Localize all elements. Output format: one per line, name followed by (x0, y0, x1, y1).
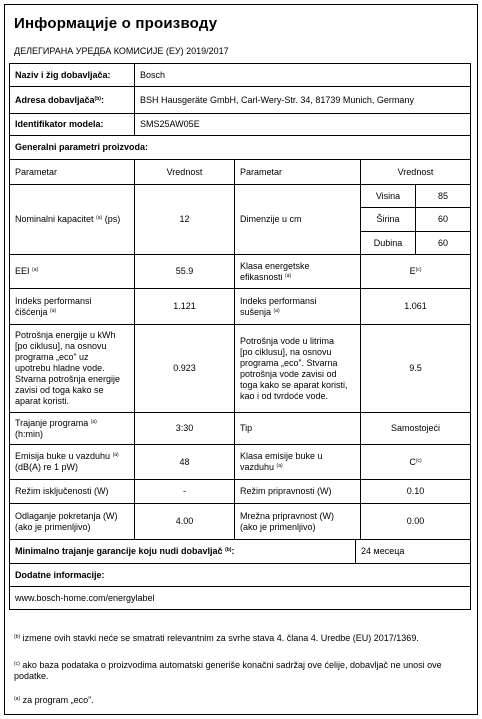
water-consumption-line: potrošnja vode zavisi od (240, 368, 337, 379)
footnote-a-ref: (a) (90, 418, 97, 425)
eei-text: EEI (15, 266, 30, 276)
rated-capacity-text: Nominalni kapacitet (15, 214, 94, 224)
additional-information-heading: Dodatne informacije: (9, 563, 471, 587)
cleaning-index-line1: Indeks performansi (15, 295, 92, 306)
programme-duration-line1: Trajanje programa (15, 417, 89, 428)
energy-consumption-line: Stvarna potrošnja energije (15, 374, 121, 384)
rated-capacity-unit: (ps) (104, 214, 121, 224)
water-consumption-line: programa „eco”. Stvarna (240, 357, 338, 368)
footnote-a-text: za program „eco”. (20, 695, 94, 705)
footnote-a-ref: (a) (50, 307, 57, 314)
programme-duration-value: 3:30 (134, 412, 235, 445)
supplier-address-colon: : (100, 94, 104, 105)
networked-standby-line1: Mrežna pripravnost (W) (240, 510, 335, 521)
footnote-c (14, 660, 474, 682)
supplier-name-label: Naziv i žig dobavljača: (9, 63, 135, 87)
footnote-c-ref: (c) (415, 267, 422, 273)
width-value: 60 (415, 207, 471, 232)
footnote-a-ref: (a) (273, 307, 280, 314)
footnote-c-text: ako baza podataka o proizvodima automatski generiše konačni sadržaj ove ćelije, dobavljač ne unosi ove podatke. (14, 660, 442, 681)
delay-start-value: 4.00 (134, 503, 235, 540)
noise-class-line2: vazduhu (240, 462, 275, 472)
height-value: 85 (415, 184, 471, 208)
energy-class-value (360, 254, 471, 289)
rated-capacity-value: 12 (134, 184, 235, 255)
page-title: Информације о производу (14, 15, 218, 32)
type-value: Samostojeći (360, 412, 471, 445)
airborne-noise-line2: (dB(A) re 1 pW) (15, 462, 79, 472)
networked-standby-label (234, 503, 361, 540)
energy-consumption-line: Potrošnja energije u kWh (15, 330, 116, 340)
drying-index-value: 1.061 (360, 288, 471, 325)
networked-standby-value: 0.00 (360, 503, 471, 540)
water-consumption-label (234, 324, 361, 413)
energy-consumption-line: [po ciklusu], na osnovu (15, 341, 107, 351)
off-mode-value: - (134, 479, 235, 504)
footnote-a-ref: (a) (276, 463, 283, 469)
footnote-b (14, 633, 474, 644)
programme-duration-line2: (h:min) (15, 428, 44, 439)
energy-consumption-line: aparat koristi. (15, 396, 70, 406)
energy-consumption-label (9, 324, 135, 413)
supplier-name-value: Bosch (134, 63, 471, 87)
supplier-address-label (9, 86, 135, 114)
standby-label: Režim pripravnosti (W) (234, 479, 361, 504)
column-header-parameter-left: Parametar (9, 159, 135, 185)
model-identifier-value: SMS25AW05E (134, 113, 471, 136)
standby-value: 0.10 (360, 479, 471, 504)
drying-index-line1: Indeks performansi (240, 295, 317, 306)
cleaning-index-label (9, 288, 135, 325)
height-label: Visina (360, 184, 416, 208)
drying-index-line2: sušenja (240, 306, 272, 317)
programme-duration-label (9, 412, 135, 445)
energy-consumption-line: programa „eco” uz (15, 352, 89, 362)
water-consumption-line: kao i od tvrdoće vode. (240, 390, 329, 401)
rated-capacity-label (9, 184, 135, 255)
width-label: Širina (360, 207, 416, 232)
footnote-a-ref: (a) (285, 272, 292, 279)
footnote-a-ref: (a) (112, 452, 119, 458)
energy-class-line2: efikasnosti (240, 271, 283, 282)
guarantee-colon: : (231, 546, 235, 556)
footnote-a-ref: (a) (96, 215, 103, 221)
type-label: Tip (234, 412, 361, 445)
energy-label-link[interactable]: www.bosch-home.com/energylabel (9, 586, 471, 610)
general-parameters-heading: Generalni parametri proizvoda: (9, 135, 471, 160)
footnote-c-mark: (c) (14, 661, 20, 667)
footnote-b-ref: (b) (94, 95, 101, 102)
energy-class-label (234, 254, 361, 289)
energy-consumption-line: zavisi od toga kako se (15, 385, 104, 395)
eei-value: 55.9 (134, 254, 235, 289)
drying-index-label (234, 288, 361, 325)
footnote-a (14, 695, 474, 706)
delay-start-line2: (ako je primenljivo) (15, 521, 91, 532)
guarantee-label (9, 539, 356, 564)
cleaning-index-value: 1.121 (134, 288, 235, 325)
energy-consumption-line: upotrebu hladne vode. (15, 363, 105, 373)
depth-label: Dubina (360, 231, 416, 255)
airborne-noise-line1: Emisija buke u vazduhu (15, 451, 111, 461)
supplier-address-value: BSH Hausgeräte GmbH, Carl-Wery-Str. 34, 81739 Munich, Germany (134, 86, 471, 114)
model-identifier-label: Identifikator modela: (9, 113, 135, 136)
eei-label (9, 254, 135, 289)
airborne-noise-value: 48 (134, 444, 235, 480)
water-consumption-value: 9.5 (360, 324, 471, 413)
guarantee-label-text: Minimalno trajanje garancije koju nudi dobavljač (15, 546, 223, 556)
noise-class-value (360, 444, 471, 480)
dimensions-label: Dimenzije u cm (234, 184, 361, 255)
water-consumption-line: toga kako se aparat koristi, (240, 379, 348, 390)
water-consumption-line: Potrošnja vode u litrima (240, 335, 335, 346)
product-information-sheet (4, 4, 478, 715)
airborne-noise-label (9, 444, 135, 480)
footnote-b-mark: (b) (14, 634, 21, 640)
footnote-b-ref: (b) (225, 547, 232, 553)
footnote-a-ref: (a) (32, 267, 39, 273)
noise-class-label (234, 444, 361, 480)
energy-class-letter: E (409, 266, 416, 276)
depth-value: 60 (415, 231, 471, 255)
guarantee-value: 24 месеца (355, 539, 471, 564)
footnote-a-mark: (a) (14, 696, 21, 702)
off-mode-label: Režim isključenosti (W) (9, 479, 135, 504)
regulation-subtitle: ДЕЛЕГИРАНА УРЕДБА КОМИСИЈЕ (ЕУ) 2019/2017 (14, 46, 229, 56)
column-header-value-right: Vrednost (360, 159, 471, 185)
networked-standby-line2: (ako je primenljivo) (240, 521, 316, 532)
supplier-address-label-text: Adresa dobavljača (15, 94, 95, 105)
column-header-parameter-right: Parametar (234, 159, 361, 185)
column-header-value-left: Vrednost (134, 159, 235, 185)
noise-class-letter: C (409, 456, 416, 467)
energy-consumption-value: 0.923 (134, 324, 235, 413)
water-consumption-line: [po ciklusu], na osnovu (240, 346, 332, 357)
footnote-c-ref: (c) (415, 457, 422, 464)
noise-class-line1: Klasa emisije buke u (240, 451, 323, 461)
energy-class-line1: Klasa energetske (240, 260, 310, 271)
footnote-b-text: izmene ovih stavki neće se smatrati relevantnim za svrhe stava 4. člana 4. Uredbe (EU) 2017/1369. (20, 633, 419, 643)
delay-start-line1: Odlaganje pokretanja (W) (15, 510, 118, 521)
cleaning-index-line2: čišćenja (15, 306, 48, 317)
delay-start-label (9, 503, 135, 540)
